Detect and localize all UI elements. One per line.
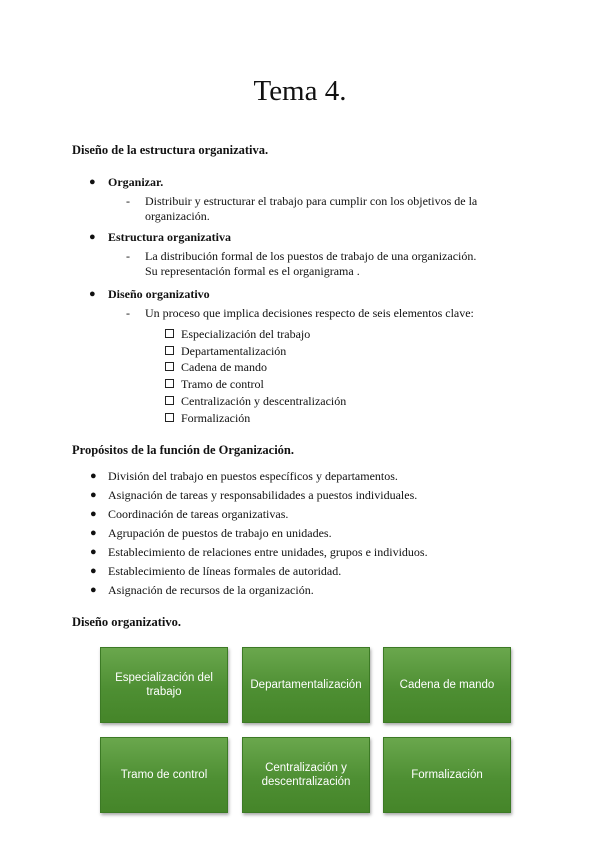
list-item (90, 468, 398, 484)
list-item (90, 544, 428, 560)
tile-especializacion: Especialización del trabajo (100, 647, 228, 723)
section-heading-structure: Diseño de la estructura organizativa. (72, 143, 269, 157)
checkbox-icon (165, 362, 174, 371)
bullet-icon: ● (90, 470, 97, 482)
page-title: Tema 4. (253, 75, 347, 107)
bullet-icon: ● (89, 231, 96, 243)
dash-icon: - (126, 306, 130, 320)
checkbox-icon (165, 413, 174, 422)
tile-cadena-de-mando: Cadena de mando (383, 647, 511, 723)
bullet-icon: ● (90, 527, 97, 539)
list-item-text: Agrupación de puestos de trabajo en unidades. (108, 526, 332, 540)
list-item (90, 506, 289, 522)
bullet-icon: ● (90, 565, 97, 577)
checkbox-icon (165, 329, 174, 338)
term-label: Organizar. (108, 175, 164, 189)
list-item (90, 525, 332, 541)
checklist-label: Cadena de mando (181, 360, 267, 374)
tile-centralizacion: Centralización y descentralización (242, 737, 370, 813)
list-item-text: División del trabajo en puestos específicos y departamentos. (108, 469, 398, 483)
bullet-icon: ● (90, 508, 97, 520)
list-item (90, 487, 418, 503)
checkbox-icon (165, 396, 174, 405)
section-heading-design: Diseño organizativo. (72, 615, 182, 629)
list-item (90, 563, 342, 579)
term-label: Estructura organizativa (108, 230, 231, 244)
bullet-icon: ● (90, 546, 97, 558)
checklist-label: Especialización del trabajo (181, 327, 311, 341)
tile-tramo-de-control: Tramo de control (100, 737, 228, 813)
tile-departamentalizacion: Departamentalización (242, 647, 370, 723)
list-item (89, 229, 231, 245)
checklist-label: Formalización (181, 411, 251, 425)
list-item-text: Coordinación de tareas organizativas. (108, 507, 289, 521)
list-item (89, 286, 210, 302)
checklist-label: Centralización y descentralización (181, 394, 347, 408)
list-item (90, 582, 314, 598)
definition (126, 249, 490, 279)
list-item-text: Asignación de recursos de la organización. (108, 583, 314, 597)
bullet-icon: ● (89, 288, 96, 300)
org-design-diagram (100, 647, 512, 815)
list-item-text: Establecimiento de líneas formales de autoridad. (108, 564, 342, 578)
bullet-icon: ● (89, 176, 96, 188)
tile-formalizacion: Formalización (383, 737, 511, 813)
bullet-icon: ● (90, 584, 97, 596)
checkbox-icon (165, 379, 174, 388)
bullet-icon: ● (90, 489, 97, 501)
definition-text: Un proceso que implica decisiones respecto de seis elementos clave: (145, 306, 474, 320)
checkbox-icon (165, 346, 174, 355)
section-heading-purposes: Propósitos de la función de Organización. (72, 443, 295, 457)
list-item-text: Establecimiento de relaciones entre unidades, grupos e individuos. (108, 545, 428, 559)
definition (126, 194, 490, 224)
checklist-label: Departamentalización (181, 344, 287, 358)
list-item (89, 174, 164, 190)
checklist-label: Tramo de control (181, 377, 264, 391)
dash-icon: - (126, 194, 130, 208)
list-item-text: Asignación de tareas y responsabilidades a puestos individuales. (108, 488, 418, 502)
dash-icon: - (126, 249, 130, 263)
definition (126, 306, 505, 321)
definition-text: La distribución formal de los puestos de trabajo de una organización. Su representación formal es el organigrama . (145, 249, 477, 278)
term-label: Diseño organizativo (108, 287, 210, 301)
definition-text: Distribuir y estructurar el trabajo para cumplir con los objetivos de la organización. (145, 194, 478, 223)
